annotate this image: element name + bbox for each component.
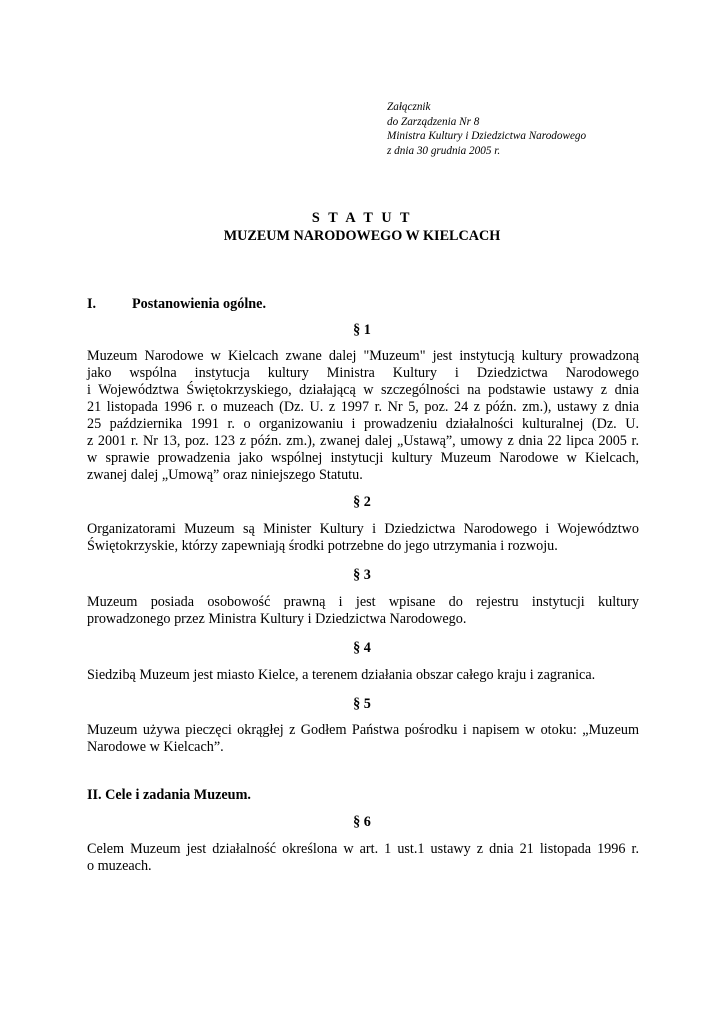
paragraph-mark-2: § 2: [353, 494, 371, 510]
text-line: Świętokrzyskie, którzy zapewniają środki potrzebne do jego utrzymania i rozwoju.: [87, 538, 558, 554]
text-line: jako wspólna instytucja kultury Ministra Kultury i Dziedzictwa Narodowego: [87, 365, 639, 381]
text-line: i Województwa Świętokrzyskiego, działającą w szczególności na podstawie ustawy z dnia: [87, 382, 639, 398]
paragraph-4-text: [87, 667, 639, 684]
paragraph-2-text: [87, 521, 639, 555]
paragraph-mark-3: § 3: [353, 567, 371, 583]
paragraph-mark-4: § 4: [353, 640, 371, 656]
attachment-line: Załącznik: [387, 101, 431, 113]
section-number: II.: [87, 787, 102, 803]
section-title: Postanowienia ogólne.: [132, 296, 266, 312]
paragraph-mark-6: § 6: [353, 814, 371, 830]
text-line: Muzeum posiada osobowość prawną i jest wpisane do rejestru instytucji kultury: [87, 594, 639, 610]
attachment-line: z dnia 30 grudnia 2005 r.: [387, 144, 501, 157]
text-line: z 2001 r. Nr 13, poz. 123 z późn. zm.), zwanej dalej „Ustawą”, umowy z dnia 22 lipca 2005 r.: [87, 433, 639, 449]
text-line: Muzeum używa pieczęci okrągłej z Godłem Państwa pośrodku i napisem w otoku: „Muzeum: [87, 722, 639, 738]
section-heading-2: [87, 787, 251, 804]
text-line: Organizatorami Muzeum są Minister Kultury i Dziedzictwa Narodowego i Województwo: [87, 521, 639, 537]
text-line: Muzeum Narodowe w Kielcach zwane dalej "Muzeum" jest instytucją kultury prowadzoną: [87, 348, 639, 364]
attachment-line: Ministra Kultury i Dziedzictwa Narodowego: [387, 130, 587, 143]
paragraph-1-text: [87, 348, 639, 484]
document-subtitle: MUZEUM NARODOWEGO W KIELCACH: [223, 228, 501, 244]
paragraph-mark-1: § 1: [353, 322, 371, 338]
document-title: S T A T U T: [311, 210, 413, 226]
paragraph-3-text: [87, 594, 639, 628]
section-number: I.: [87, 296, 97, 312]
text-line: w sprawie prowadzenia jako wspólnej instytucji kultury Muzeum Narodowe w Kielcach,: [87, 450, 639, 466]
paragraph-mark-5: § 5: [353, 696, 371, 712]
text-line: prowadzonego przez Ministra Kultury i Dziedzictwa Narodowego.: [87, 611, 467, 627]
text-line: o muzeach.: [87, 858, 152, 874]
text-line: Narodowe w Kielcach”.: [87, 739, 224, 755]
paragraph-6-text: [87, 841, 639, 875]
text-line: 25 października 1991 r. o organizowaniu i prowadzeniu działalności kulturalnej (Dz. U.: [87, 416, 639, 432]
text-line: Siedzibą Muzeum jest miasto Kielce, a terenem działania obszar całego kraju i zagranica.: [87, 667, 596, 683]
section-heading-1: [87, 296, 266, 313]
paragraph-5-text: [87, 722, 639, 756]
text-line: 21 listopada 1996 r. o muzeach (Dz. U. z 1997 r. Nr 5, poz. 24 z późn. zm.), ustawy z dnia: [87, 399, 639, 415]
text-line: zwanej dalej „Umową” oraz niniejszego Statutu.: [87, 467, 363, 483]
attachment-note: [387, 100, 707, 158]
attachment-line: do Zarządzenia Nr 8: [387, 115, 480, 128]
section-title: Cele i zadania Muzeum.: [105, 787, 251, 803]
text-line: Celem Muzeum jest działalność określona w art. 1 ust.1 ustawy z dnia 21 listopada 1996 r.: [87, 841, 639, 857]
